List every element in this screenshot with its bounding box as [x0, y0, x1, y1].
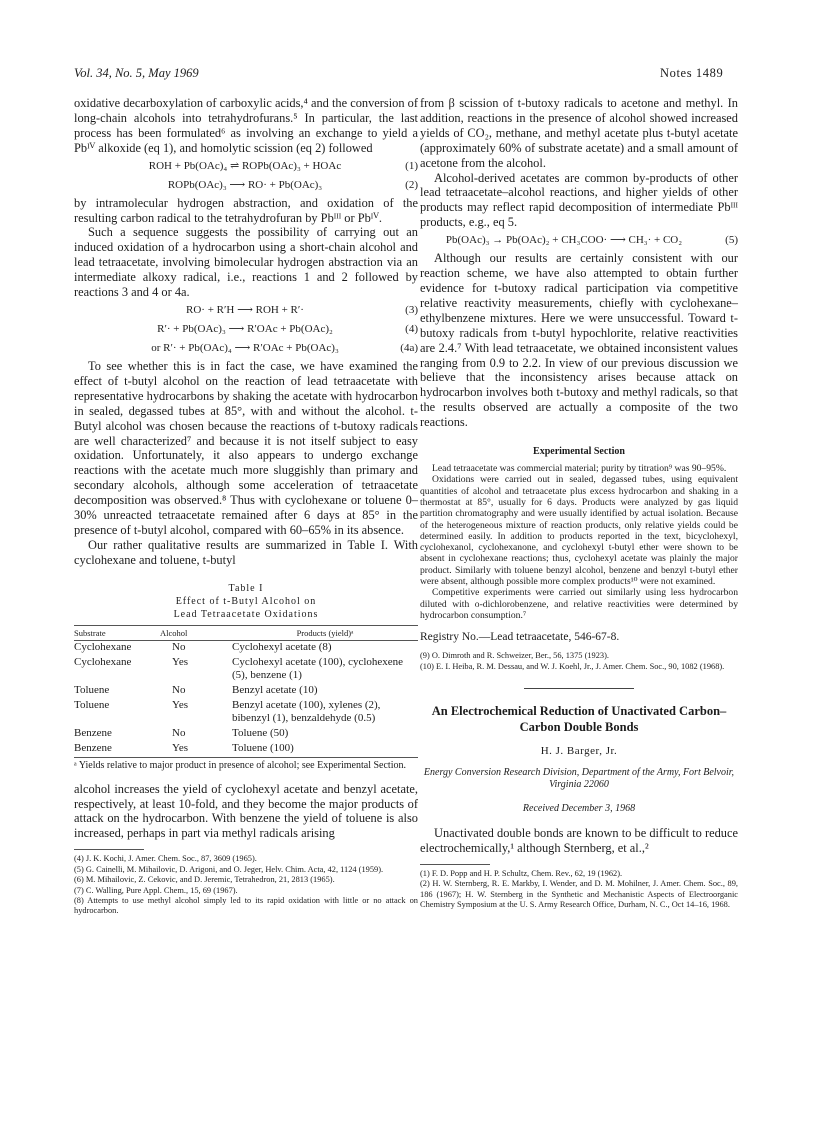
- column-header: Products (yield)ᵃ: [232, 625, 418, 640]
- equation-1: [74, 158, 418, 175]
- equation-2: [74, 177, 418, 194]
- table-row: [74, 742, 418, 757]
- paragraph: Unactivated double bonds are known to be difficult to reduce electrochemically,¹ although Sternberg, et al.,²: [420, 826, 738, 855]
- registry-number: Registry No.—Lead tetraacetate, 546-67-8.: [420, 631, 620, 644]
- table-cell: No: [172, 640, 186, 653]
- author-affiliation: Energy Conversion Research Division, Department of the Army, Fort Belvoir, Virginia 22060: [423, 767, 735, 790]
- equation-number: (4): [405, 322, 418, 335]
- table-cell: Yes: [172, 698, 189, 711]
- paragraph: by intramolecular hydrogen abstraction, and oxidation of the resulting carbon radical to the tetrahydrofuran by Pbᴵᴵᴵ or Pbᴵⱽ.: [74, 195, 418, 225]
- equation-3: [74, 302, 418, 319]
- table-cell: No: [172, 683, 186, 696]
- column-header: Alcohol: [160, 625, 232, 640]
- equation-formula: R′· + Pb(OAc)₃ ⟶ R′OAc + Pb(OAc)₂: [157, 322, 333, 335]
- footnote: (9) O. Dimroth and R. Schweizer, Ber., 56, 1375 (1923).: [420, 651, 609, 661]
- article-title: An Electrochemical Reduction of Unactivated Carbon–Carbon Double Bonds: [431, 704, 727, 734]
- table-cell: Benzene: [74, 741, 112, 754]
- equation-number: (2): [405, 178, 418, 191]
- section-heading: Experimental Section: [533, 446, 625, 458]
- experimental-paragraph: Oxidations were carried out in sealed, degassed tubes, using equivalent quantities of alcohol and tetraacetate plus excess hydrocarbon and shaking in a thermostat at 85°, usually for 6 days. Products were analyzed by gas liquid partition chromatography and were usually identified by actual isolation. Because of the heterogeneous mixture of reaction products, only relative yields could be determined easily. In addition to products reported in the text, bicyclohexyl, cyclohexanol, cyclohexanone, and cyclohexyl t-butyl ether were shown to be absent in cyclohexane reactions; thus, cyclohexyl acetate was plainly the major product. Similarly with toluene benzyl alcohol, benzene and benzyl t-butyl ether were absent, although possible more complex products¹⁰ were not examined.: [420, 474, 738, 587]
- table-cell: Cyclohexyl acetate (100), cyclohexene (5), benzene (1): [232, 655, 404, 681]
- equation-4: [74, 321, 418, 338]
- results-table: [74, 625, 418, 757]
- equation-formula: ROPb(OAc)₃ ⟶ RO· + Pb(OAc)₃: [167, 178, 323, 191]
- equation-formula: Pb(OAc)₃ → Pb(OAc)₂ + CH₃COO· ⟶ CH₃· + CO₂: [445, 234, 683, 247]
- article-divider: [524, 688, 634, 689]
- equation-formula: RO· + R′H ⟶ ROH + R′·: [186, 303, 304, 316]
- equation-4a: [74, 340, 418, 357]
- paragraph: Our rather qualitative results are summarized in Table I. With cyclohexane and toluene, t-butyl: [74, 537, 418, 567]
- table-cell: Toluene (50): [232, 726, 289, 739]
- running-header-right: Notes 1489: [660, 66, 724, 80]
- paragraph: Such a sequence suggests the possibility of carrying out an induced oxidation of a hydrocarbon using a short-chain alcohol and lead tetraacetate, involving bimolecular hydrogen abstraction via an intermediate alkoxy radical, i.e., reactions 1 and 2 followed by reactions 3 and 4 or 4a.: [74, 225, 418, 300]
- running-header-left: Vol. 34, No. 5, May 1969: [74, 66, 199, 80]
- table-cell: Toluene: [74, 698, 110, 711]
- table-cell: Benzene: [74, 726, 112, 739]
- table-row: [74, 699, 418, 727]
- table-title: Table I: [228, 582, 264, 594]
- paragraph: from β scission of t-butoxy radicals to acetone and methyl. In addition, reactions in the presence of alcohol showed increased yields of CO₂, methane, and methyl acetate plus t-butyl acetate (approximately 60% of substrate acetate) and a small amount of acetone from the alcohol.: [420, 96, 738, 170]
- paragraph: oxidative decarboxylation of carboxylic acids,⁴ and the conversion of long-chain alcohols into tetrahydrofurans.⁵ In particular, the last process has been formulated⁶ as involving an exchange to yield a Pbᴵⱽ alkoxide (eq 1), and homolytic scission (eq 2) followed: [74, 96, 418, 155]
- equation-formula: or R′· + Pb(OAc)₄ ⟶ R′OAc + Pb(OAc)₃: [151, 341, 339, 354]
- equation-5: [420, 232, 738, 249]
- article-author: H. J. Barger, Jr.: [540, 745, 618, 757]
- footnote: (7) C. Walling, Pure Appl. Chem., 15, 69 (1967).: [74, 885, 238, 895]
- equation-number: (1): [405, 159, 418, 172]
- experimental-paragraph: Competitive experiments were carried out similarly using less hydrocarbon diluted with o-dichlorobenzene, and relative reactivities were determined by hydrocarbon consumption.⁷: [420, 587, 738, 621]
- right-column: [420, 96, 738, 910]
- footnote: (8) Attempts to use methyl alcohol simply led to its rapid oxidation with little or no attack on hydrocarbon.: [74, 895, 418, 916]
- table-cell: No: [172, 726, 186, 739]
- table-cell: Toluene: [74, 683, 110, 696]
- table-footnote: ᵃ Yields relative to major product in presence of alcohol; see Experimental Section.: [74, 757, 418, 772]
- equation-number: (3): [405, 303, 418, 316]
- footnote: (1) F. D. Popp and H. P. Schultz, Chem. Rev., 62, 19 (1962).: [420, 868, 623, 878]
- footnote: (4) J. K. Kochi, J. Amer. Chem. Soc., 87, 3609 (1965).: [74, 854, 257, 864]
- table-caption: Effect of t-Butyl Alcohol on: [175, 595, 317, 607]
- table-row: [74, 656, 418, 684]
- table-row: [74, 640, 418, 656]
- received-date: Received December 3, 1968: [522, 803, 636, 814]
- experimental-paragraph: Lead tetraacetate was commercial material; purity by titration⁹ was 90–95%.: [432, 463, 727, 475]
- table-cell: Cyclohexane: [74, 655, 132, 668]
- footnote: (5) G. Cainelli, M. Mihailovic, D. Arigoni, and O. Jeger, Helv. Chim. Acta, 42, 1124 (1959).: [74, 864, 384, 874]
- footnote: (6) M. Mihailovic, Z. Cekovic, and D. Jeremic, Tetrahedron, 21, 2813 (1965).: [74, 875, 335, 885]
- equation-formula: ROH + Pb(OAc)₄ ⇌ ROPb(OAc)₃ + HOAc: [148, 159, 342, 172]
- table-cell: Cyclohexyl acetate (8): [232, 640, 332, 653]
- paragraph: alcohol increases the yield of cyclohexyl acetate and benzyl acetate, respectively, at least 10-fold, and they become the major products of attack on the hydrocarbon. With benzene the yield of toluene is also increased, perhaps in part via methyl radicals arising: [74, 781, 418, 841]
- table-caption: Lead Tetraacetate Oxidations: [173, 608, 319, 620]
- table-row: [74, 684, 418, 699]
- table-cell: Yes: [172, 655, 189, 668]
- footnote-rule: [420, 864, 490, 865]
- paragraph: Although our results are certainly consistent with our reaction scheme, we have also attempted to obtain further evidence for t-butoxy radical participation via competitive relative reactivity measurements, chiefly with cyclohexane–ethylbenzene mixtures. Here we were unsuccessful. Toward t-butoxy radicals from t-butyl hypochlorite, relative reactivities are 2.4.⁷ With lead tetraacetate, we obtained inconsistent values ranging from 0.9 to 2.2. In view of our previous discussion we believe that the inconsistency arises because attack on hydrocarbon involves both t-butoxy and methyl radicals, so that the results observed are actually a composite of the two reactions.: [420, 251, 738, 430]
- table-row: [74, 727, 418, 742]
- equation-number: (5): [725, 234, 738, 247]
- table-cell: Toluene (100): [232, 741, 294, 754]
- column-header: Substrate: [74, 625, 160, 640]
- table-cell: Yes: [172, 741, 189, 754]
- table-cell: Benzyl acetate (10): [232, 683, 318, 696]
- equation-number: (4a): [400, 341, 418, 354]
- footnote-rule: [74, 849, 144, 850]
- table-cell: Benzyl acetate (100), xylenes (2), bibenzyl (1), benzaldehyde (0.5): [232, 698, 381, 724]
- footnote: (2) H. W. Sternberg, R. E. Markby, I. Wender, and D. M. Mohilner, J. Amer. Chem. Soc., 89, 186 (1967); H. W. Sternberg in the Synthetic and Mechanistic Aspects of Electroorganic Chemistry Symposium at the U. S. Army Research Office, Durham, N. C., Oct 14–16, 1968.: [420, 879, 738, 910]
- paragraph: To see whether this is in fact the case, we have examined the effect of t-butyl alcohol on the reaction of lead tetraacetate with representative hydrocarbons by shaking the acetate with hydrocarbon in sealed, degassed tubes at 85°, with and without the alcohol. t-Butyl alcohol was chosen because the reactions of t-butoxy radicals are well characterized⁷ and because it is not itself subject to easy oxidation. Unfortunately, it also appears to undergo exchange reactions with the acetate much more sluggishly than primary and secondary alcohols, although some acceleration of tetraacetate decomposition was observed.⁸ Thus with cyclohexane or toluene 0–30% unreacted tetraacetate remained after 6 days at 85° in the presence of t-butyl alcohol, compared with 60–65% in its absence.: [74, 358, 418, 537]
- paragraph: Alcohol-derived acetates are common by-products of other lead tetraacetate–alcohol reactions, and higher yields of other products may reflect rapid decomposition of intermediate Pbᴵᴵᴵ products, e.g., eq 5.: [420, 170, 738, 230]
- footnote: (10) E. I. Heiba, R. M. Dessau, and W. J. Koehl, Jr., J. Amer. Chem. Soc., 90, 1082 (1968).: [420, 661, 725, 671]
- left-column: [74, 96, 418, 917]
- table-cell: Cyclohexane: [74, 640, 132, 653]
- table-1: [74, 582, 418, 772]
